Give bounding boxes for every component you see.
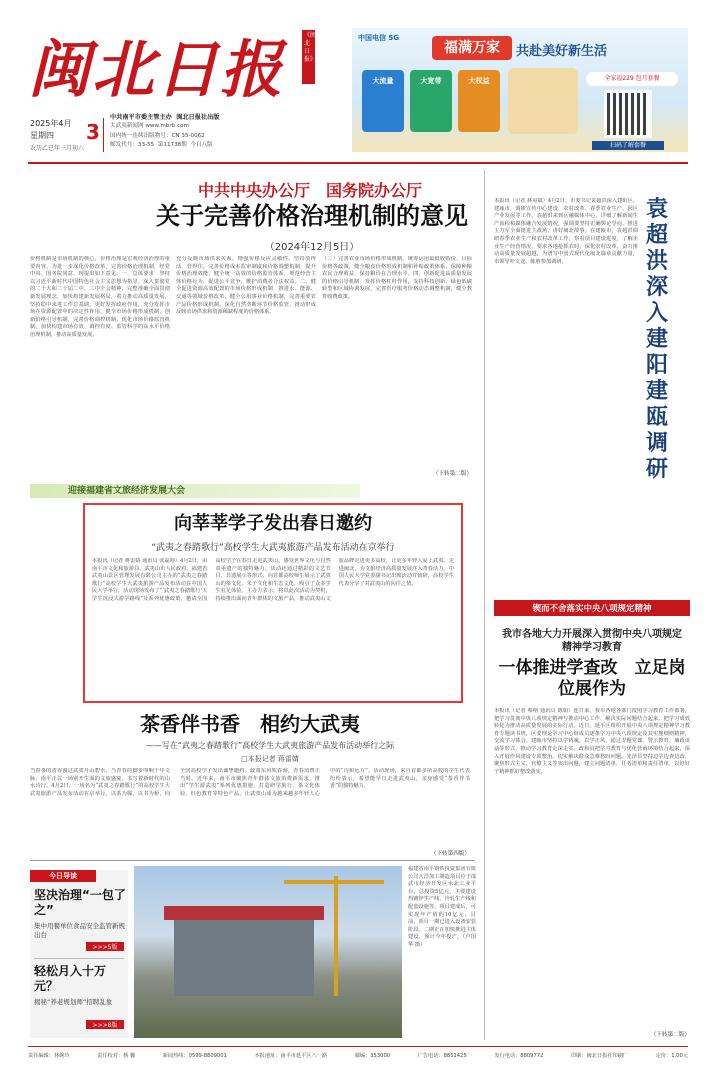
lead-continued[interactable]: （下转第二版） (432, 471, 472, 477)
ad-qr-caption: 扫码了解套餐 (592, 141, 664, 150)
footer-address: 本报地址：南平市延平区八一路 (254, 1053, 328, 1059)
banner-text: 迎接福建省文旅经济发展大会 (68, 486, 186, 496)
right-banner (494, 600, 690, 616)
date-box (28, 116, 318, 156)
footer-ad-phone: 广告电话：8851425 (417, 1053, 467, 1059)
newspaper-logo: 闽北日报 (28, 33, 285, 106)
column-divider (484, 170, 485, 1040)
culture-tourism-banner (30, 484, 360, 498)
right-story2-continued[interactable]: （下转第二版） (650, 1032, 690, 1038)
issue-no: 第11738期 (157, 142, 187, 148)
ad-slogan-sub: 共赴美好新生活 (516, 44, 608, 59)
ad-card-3 (458, 70, 500, 132)
page-count: 今日八版 (190, 142, 213, 148)
publisher-line2: 闽北日报社出版 (176, 114, 220, 121)
ad-family-photo (508, 68, 578, 134)
ad-qr-code-icon[interactable] (604, 90, 652, 138)
right-story2-body: 本报讯（记者 蔡榕 通讯员 陈娟）连日来，我市各地各部门按照学习教育工作部署，把学习贯彻中央八项规定精神与推动中心工作、解决实际问题结合起来，把学习成效转化为推动高质量发展的实际行动。近日，延平区组织开展中央八项规定精神学习教育专题读书班，区委理论学习中心组成员逐条学习中央八项规定及其实施细则精神，交流学习体会。建瓯市坚持以学铸魂、以学正风，通过专题党课、警示教育、廉政谈话等形式，推动学习教育走深走实。政和县把学习教育与优化营商环境结合起来，深入开展作风建设专项整治，切实解决群众急难愁盼问题。光泽县坚持边学边查边改，聚焦形式主义、官僚主义等突出问题，建立问题清单、任务清单和责任清单，以钉钉子精神抓好整改落实。 (494, 708, 690, 775)
ad-card-label: 大宽带 (420, 77, 442, 85)
today-item1-title[interactable]: 坚决治理“一包了之” (34, 888, 126, 917)
footer-distribution-phone: 发行电话：8809772 (494, 1053, 544, 1059)
masthead (0, 0, 708, 160)
right-story2-headline[interactable]: 一体推进学查改 立足岗位展作为 (498, 658, 686, 699)
issue-date: 2025年4月 (30, 119, 72, 128)
today-item2-title[interactable]: 轻松月入十万元？ (34, 964, 107, 993)
spring-body: 本报讯（记者 蒋雷婧 通讯员 张磊婷）4月2日，由南平市文化和旅游局、武夷山市人民政府、福建省武夷山景区管理发展有限公司主办的“武夷之春踏歌行”高校学生大武夷旅游产品发布活动在中国人民大学举行。活动现场发布了“‘武夷之春踏歌行’大学生沉浸式游学路线”及系列优惠政策，邀请全国高校学子在春日走进武夷山，感受世界文化与自然双重遗产的独特魅力。活动还通过精彩的文艺节目、非遗展示等形式，向首都高校师生展示了武夷山的茶文化、朱子文化和生态文化，吸引了众多学生驻足体验。主办方表示，将以此次活动为契机，持续推出面向青年群体的文旅产品，推动武夷山文旅品牌走进更多高校，让更多年轻人爱上武夷、走进闽北，为文旅经济高质量发展注入青春活力。中国人民大学党委副书记出席活动并致辞，高校学生代表分享了对武夷山的向往之情。 (92, 558, 454, 602)
footer-editor: 责任编辑：林婉玲 (28, 1053, 70, 1059)
lead-body-col2: 充分反映市场供求关系，增强价格反应灵敏性。坚持放得活、管得住，完善价格成本监审制度和价格调整机制，提升价格治理效能，健全统一高效的价格监管体系，规范经营主体价格行为，促进公平竞争，维护消费者合法权益。二、健全促进资源高效配置的市场价格形成机制 推进水、能源、交通等领域价格改革，健全公用事业价格机制，完善重要农产品价格形成机制，深化自然垄断环节价格监管，推动形成反映市场供求和资源稀缺程度的价格体系。 (176, 256, 316, 316)
ad-card-label: 大流量 (372, 77, 394, 85)
tea-headline[interactable]: 茶香伴书香 相约大武夷 (140, 712, 360, 736)
tea-continued[interactable]: （下转第四版） (430, 851, 470, 857)
issue-meta (110, 140, 213, 148)
tea-divider (30, 860, 475, 861)
footer-divider (28, 1046, 688, 1047)
ad-card-label: 大权益 (468, 77, 490, 85)
photo-caption: 福建省南平钢铁投资集团有限公司大洋加工制造项目位于邵武市经济开发区水北工业平台，总投资5亿元，主要建设热镀锌生产线、冷轧生产线和配套设施等。项目建成后，可实现年产值约10亿元。目前，项目一期已进入设备安装阶段，二期正在加快推进主体建设，预计今年投产。（卢国华 摄） (408, 866, 476, 948)
right-feature-headline[interactable]: 袁超洪深入建阳建瓯调研 (646, 196, 669, 482)
issue-lunar: 农历乙巳年三月初六 (30, 145, 85, 152)
tea-subhead: ——写在“武夷之春踏歌行”高校学生大武夷旅游产品发布活动举行之际 (145, 741, 395, 750)
issue-weekday: 星期四 (30, 131, 54, 140)
tea-byline: □本报记者 蒋雷婧 (241, 755, 299, 763)
ad-brand: 中国电信 5G (358, 34, 400, 42)
ad-slogan-main: 福满万家 (432, 36, 512, 60)
lead-kicker: 中共中央办公厅 国务院办公厅 (197, 181, 422, 200)
postal-code: 邮发代号：33-55 (110, 142, 155, 148)
spring-headline[interactable]: 向莘莘学子发出春日邀约 (174, 513, 372, 534)
today-item1-page[interactable]: >>>5版 (86, 942, 124, 951)
masthead-sidebar-tag: 《闽北日报》 (304, 32, 317, 63)
steel-project-photo (134, 866, 402, 1038)
footer-postcode: 邮编：353000 (354, 1053, 391, 1059)
right-story2-kicker: 我市各地大力开展深入贯彻中央八项规定精神学习教育 (502, 629, 682, 653)
lead-body-col1: 价格机制是市场机制的核心，价格治理是宏观经济治理的重要内容。为进一步深化价格改革，完善价格治理机制，经党中央、国务院同意，现提出如下意见。一、总体要求 坚持以习近平新时代中国特色社会主义思想为指导，深入贯彻党的二十大和二十届二中、三中全会精神，完整准确全面贯彻新发展理念，加快构建新发展格局，着力推动高质量发展，坚持稳中求进工作总基调，更好发挥政府作用，充分发挥市场在资源配置中的决定性作用，健全市场价格形成机制，创新价格引导机制，完善价格调控机制，优化市场价格监管机制，加快构建市场有效、调控有度、监管科学的高水平价格治理机制，推动高质量发展。 (30, 256, 170, 338)
masthead-divider (28, 162, 688, 164)
footer (28, 1050, 688, 1062)
today-box (30, 870, 128, 1038)
spring-subhead: “武夷之春踏歌行”高校学生大武夷旅游产品发布活动在京举行 (151, 543, 395, 553)
right-feature-body: 本报讯（记者 林易斌）4月2日，市委书记袁超洪深入建阳区、建瓯市，调研宣传中心建设、农村改革、春季农业生产、园区产业发展等工作。袁超洪来到区融媒体中心，详细了解新闻生产流程和媒体融合发展情况，强调要坚持正确舆论导向，推进主力军全面挺进主战场，讲好闽北故事。在建瓯市，袁超洪调研春季农业生产和农村改革工作，察看项目建设进度，了解企业生产经营情况，要求各地抢抓农时、深化农村改革，奋力推动高质量发展超越，为谱写中国式现代化闽北篇章贡献力量。市领导叶文龙、陈胜参加调研。 (494, 198, 638, 265)
publisher-line1: 中共南平市委主管主办 (110, 114, 172, 121)
today-item1-sub: 集中用餐单位食品安全监管新规出台 (34, 922, 125, 939)
today-item2-page[interactable]: >>>8版 (86, 1020, 124, 1029)
cn-code: 国内统一连续出版物号：CN 35-0062 (110, 133, 205, 139)
tea-body: 当春茶的清香漫过武夷丹山碧水，当青春的脚步叩响千年文脉，南平正以一场别开生面的文旅盛宴，书写着新时代的山水诗行。4月2日，一场名为“武夷之春踏歌行”的高校学生大武夷旅游产品发布活动在京举行，以茶为媒、以书为桥，向全国高校学子发出诚挚邀约。政策东风吹春海，青春消费正当时。近年来，南平市聚焦青年群体文旅消费新需求，推出“学生游武夷”系列优惠措施，打造研学旅行、茶文化体验、红色教育等特色产品，让武夷山成为越来越多年轻人心中的“诗和远方”。活动现场，来自首都多所高校的学生代表纷纷表示，希望能早日走进武夷山，亲身感受“茶香伴书香”的独特魅力。 (30, 768, 470, 797)
today-item2-sub: 揭秘“养老规划师”招聘乱象 (34, 998, 113, 1006)
footer-price: 定价：1.00元 (655, 1053, 688, 1059)
issue-day: 3 (86, 120, 100, 144)
ad-card-2 (410, 70, 452, 132)
today-tag: 今日导读 (30, 870, 96, 882)
publisher-line (110, 112, 220, 121)
lead-headline[interactable]: 关于完善价格治理机制的意见 (156, 201, 468, 230)
lead-date-line: （2024年12月5日） (264, 242, 360, 253)
lead-body-col3: （三）完善农业市场价格形成机制。统筹运用最低收购价、目标价格等政策，健全粮食价格形成机制和补贴政策体系，保障种粮农民合理收益，保持粮价在合理水平。四、创新促进高质量发展的价格引导机制 发挥价格杠杆作用，支持科技创新、绿色低碳转型和区域协调发展，完善医疗服务价格动态调整机制，健全教育收费政策。 (322, 256, 472, 300)
footer-hotline: 新闻热线：0599-8809001 (162, 1053, 227, 1059)
footer-proofreader: 责任校对：杨 馨 (97, 1053, 136, 1059)
ad-price-note: 全家福229 包月套餐 (586, 72, 678, 86)
footer-printer: 印刷：闽北日报社印刷厂 (570, 1053, 629, 1059)
right-banner-text: 锲而不舍落实中央八项规定精神 (532, 604, 652, 614)
ad-card-1 (362, 70, 404, 132)
website: 大武夷新闻网 www.mbrb.com (110, 123, 189, 129)
telecom-ad[interactable] (352, 28, 688, 152)
